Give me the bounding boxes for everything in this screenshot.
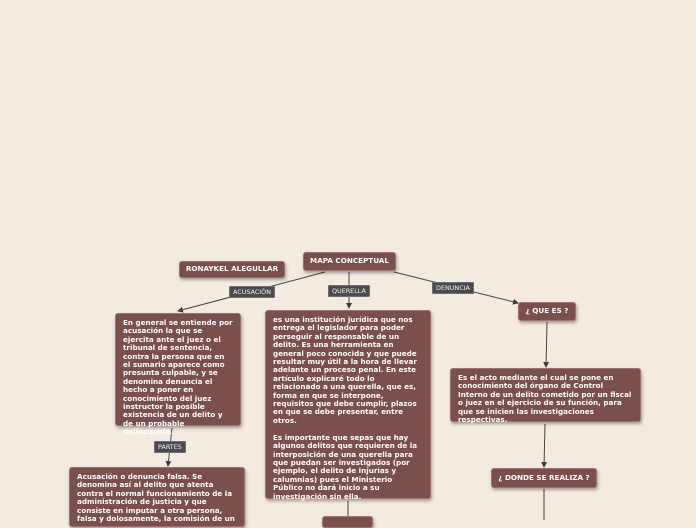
- link-label-denuncia[interactable]: DENUNCIA: [432, 282, 474, 294]
- denuncia-definition[interactable]: Es el acto mediante el cual se pone en conocimiento del órgano de Control Interno de un delito cometido por un fiscal o juez en el ejercicio de su función, para que se inicien las investigaciones respectivas.: [450, 368, 641, 422]
- author-topic[interactable]: RONAYKEL ALEGULLAR: [179, 261, 285, 278]
- acusacion-definition[interactable]: En general se entiende por acusación la que se ejercita ante el juez o el tribunal de sentencia, contra la persona que en el sumario aparece como presunta culpable, y se denomina denuncia el hecho a poner en conocimiento del juez instructor la posible existencia de un delito y de un probable delincuente.: [115, 313, 241, 426]
- acusacion-partes-text[interactable]: Acusación o denuncia falsa. Se denomina así al delito que atenta contra el normal funcionamiento de la administración de justicia y que consiste en imputar a otra persona, falsa y dolosamente, la comisión de un: [69, 467, 245, 527]
- querella-definition[interactable]: es una institución jurídica que nos entrega el legislador para poder perseguir al responsable de un delito. Es una herramienta en general poco conocida y que puede resultar muy útil a la hora de llevar adelante un proceso penal. En este artículo explicaré todo lo relacionado a una querella, que es, forma en que se interpone, requisitos que debe cumplir, plazos en que se debe presentar, entre otros. Es importante que sepas que hay algunos delitos que requieren de la interposición de una querella para que puedan ser investigados (por ejemplo, el delito de injurias y calumnias) pues el Ministerio Público no dará inicio a su investigación sin ella.: [265, 310, 431, 499]
- donde-topic[interactable]: ¿ DONDE SE REALIZA ?: [491, 468, 597, 488]
- connector-que-es: [546, 322, 547, 367]
- link-label-partes[interactable]: PARTES: [154, 441, 186, 453]
- link-label-acusacion[interactable]: ACUSACIÓN: [229, 286, 275, 298]
- que-es-topic[interactable]: ¿ QUE ES ?: [518, 302, 576, 321]
- link-label-querella[interactable]: QUERELLA: [328, 285, 370, 297]
- root-topic[interactable]: MAPA CONCEPTUAL: [303, 252, 396, 271]
- connector-denuncia-donde: [544, 424, 545, 467]
- partial-node-bottom[interactable]: [322, 516, 373, 528]
